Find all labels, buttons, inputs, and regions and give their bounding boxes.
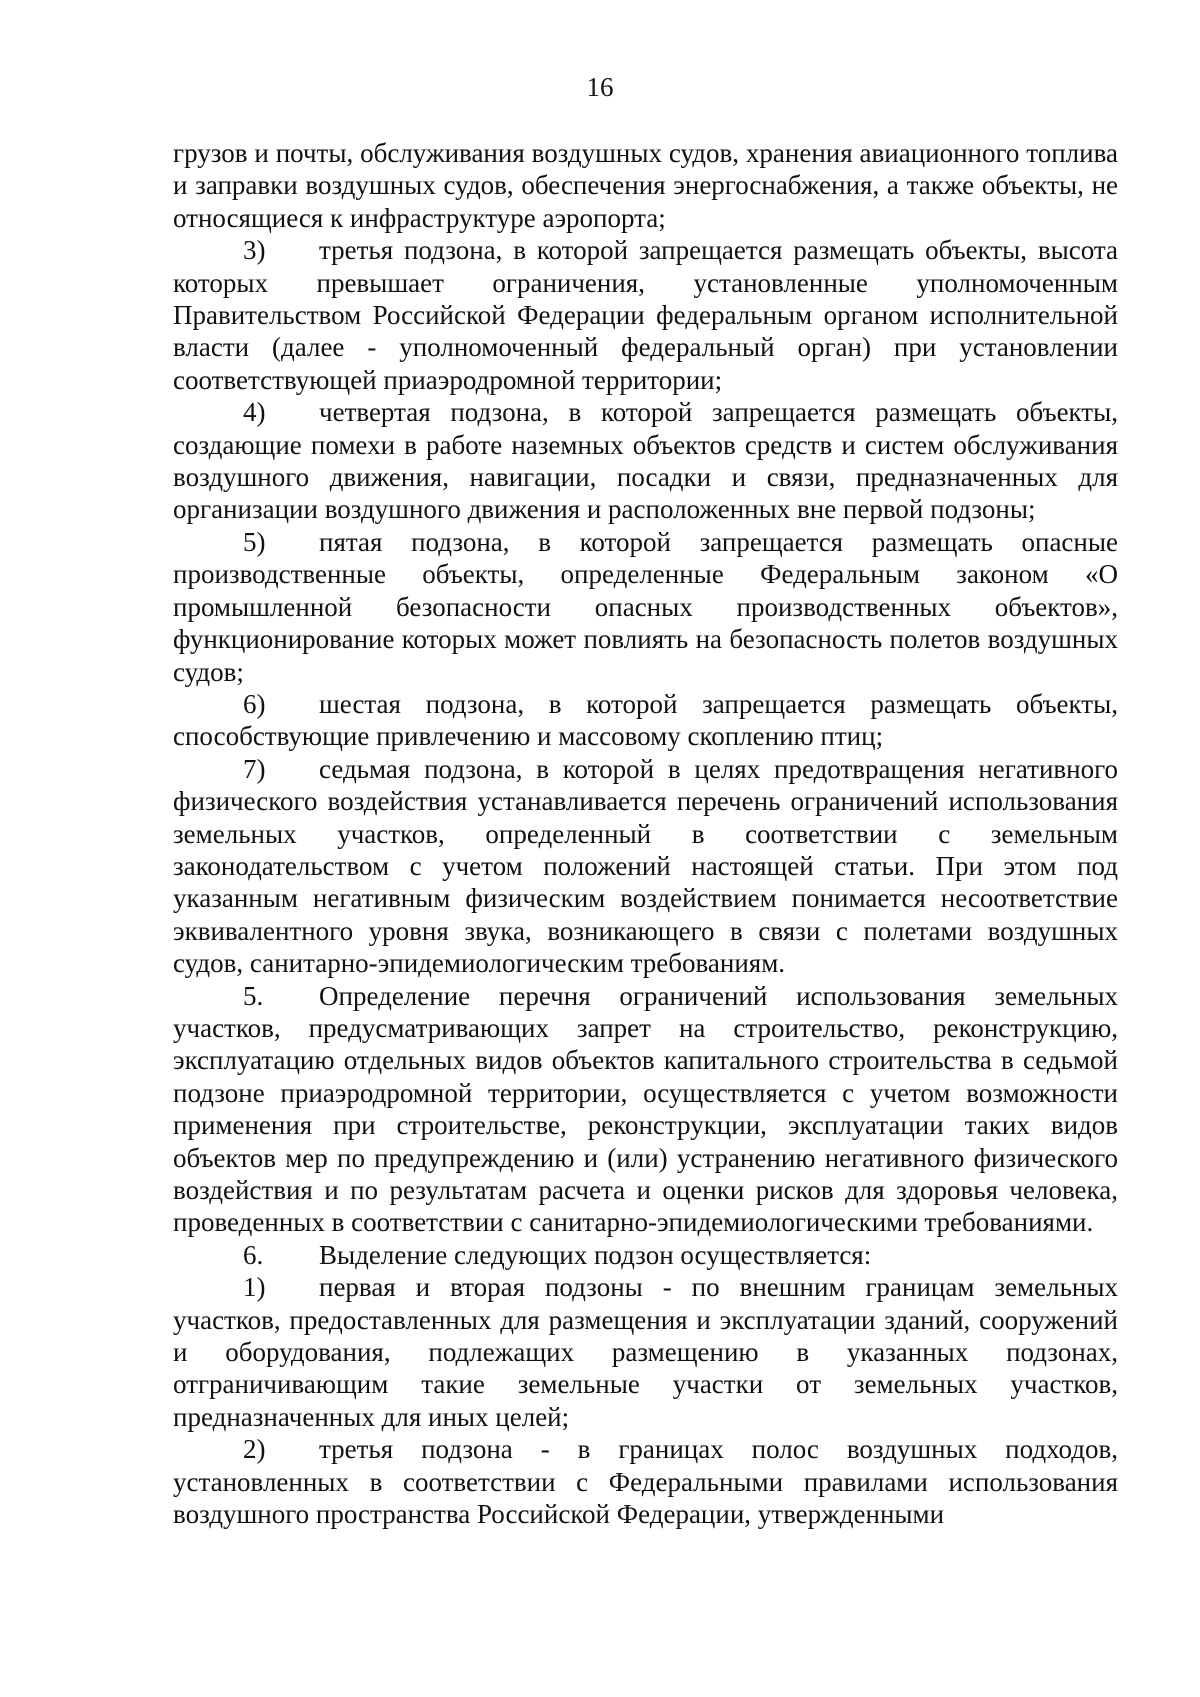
page-number: 16 xyxy=(586,72,614,102)
clause-number: 6. xyxy=(243,1239,264,1270)
item-number: 7) xyxy=(243,753,266,784)
document-body xyxy=(173,137,1118,1530)
paragraph-text: Выделение следующих подзон осуществляется: xyxy=(319,1239,872,1270)
paragraph-text: грузов и почты, обслуживания воздушных судов, хранения авиационного топлива и заправки воздушных судов, обеспечения энергоснабжения, а также объекты, не относящиеся к инфраструктуре аэропорта; xyxy=(173,138,1118,233)
item-number: 6) xyxy=(243,688,266,719)
item-number: 1) xyxy=(243,1272,266,1303)
list-item-4 xyxy=(173,396,1118,526)
list-item-7 xyxy=(173,753,1118,980)
list-item-3 xyxy=(173,234,1118,396)
list-item-1 xyxy=(173,1271,1118,1433)
clause-number: 5. xyxy=(243,980,264,1011)
paragraph-text: пятая подзона, в которой запрещается размещать опасные производственные объекты, определенные Федеральным законом «О промышленной безопасности опасных производственных объектов», функционирование которых может повлиять на безопасность полетов воздушных судов; xyxy=(173,526,1118,687)
paragraph-text: Определение перечня ограничений использования земельных участков, предусматривающих запрет на строительство, реконструкцию, эксплуатацию отдельных видов объектов капитального строительства в седьмой подзоне приаэродромной территории, осуществляется с учетом возможности применения при строительстве, реконструкции, эксплуатации таких видов объектов мер по предупреждению и (или) устранению негативного физического воздействия и по результатам расчета и оценки рисков для здоровья человека, проведенных в соответствии с санитарно-эпидемиологическими требованиями. xyxy=(173,980,1118,1238)
list-item-2 xyxy=(173,1433,1118,1530)
paragraph-text: первая и вторая подзоны - по внешним границам земельных участков, предоставленных для размещения и эксплуатации зданий, сооружений и оборудования, подлежащих размещению в указанных подзонах, отграничивающим такие земельные участки от земельных участков, предназначенных для иных целей; xyxy=(173,1272,1118,1432)
item-number: 5) xyxy=(243,526,266,557)
paragraph-text: седьмая подзона, в которой в целях предотвращения негативного физического воздействия устанавливается перечень ограничений использования земельных участков, определенный в соответствии с земельным законодательством с учетом положений настоящей статьи. При этом под указанным негативным физическим воздействием понимается несоответствие эквивалентного уровня звука, возникающего в связи с полетами воздушных судов, санитарно-эпидемиологическим требованиям. xyxy=(173,753,1118,979)
list-item-5 xyxy=(173,526,1118,688)
item-number: 3) xyxy=(243,235,266,266)
paragraph-continuation xyxy=(173,137,1118,234)
paragraph-text: третья подзона - в границах полос воздушных подходов, установленных в соответствии с Федеральными правилами использования воздушного пространства Российской Федерации, утвержденными xyxy=(173,1434,1118,1530)
item-number: 2) xyxy=(243,1434,266,1465)
paragraph-text: третья подзона, в которой запрещается размещать объекты, высота которых превышает ограничения, установленные уполномоченным Правительством Российской Федерации федеральным органом исполнительной власти (далее - уполномоченный федеральный орган) при установлении соответствующей приаэродромной территории; xyxy=(173,235,1118,395)
clause-5 xyxy=(173,980,1118,1239)
item-number: 4) xyxy=(243,397,266,428)
paragraph-text: шестая подзона, в которой запрещается размещать объекты, способствующие привлечению и массовому скоплению птиц; xyxy=(173,688,1118,752)
clause-6 xyxy=(173,1239,1118,1271)
paragraph-text: четвертая подзона, в которой запрещается размещать объекты, создающие помехи в работе наземных объектов средств и систем обслуживания воздушного движения, навигации, посадки и связи, предназначенных для организации воздушного движения и расположенных вне первой подзоны; xyxy=(173,397,1118,525)
list-item-6 xyxy=(173,688,1118,753)
